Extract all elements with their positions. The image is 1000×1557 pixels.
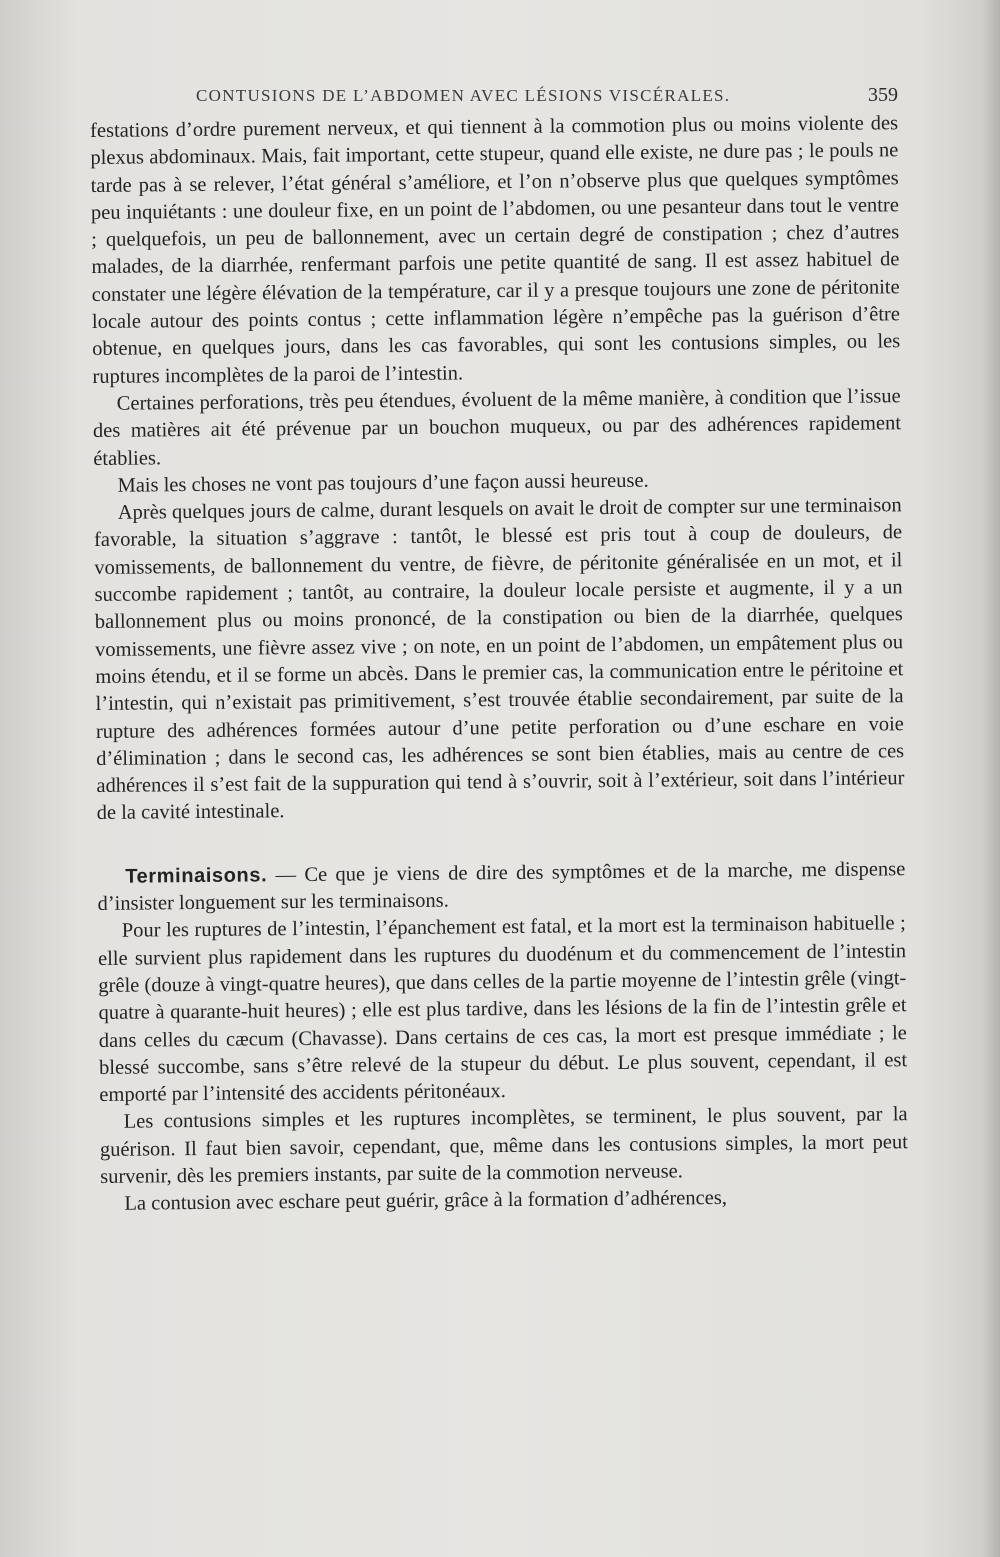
paragraph: Pour les ruptures de l’intestin, l’épanchement est fatal, et la mort est la terminaison habituelle ; elle survient plus rapidement dans les ruptures du duodénum et du commencement de l’intestin grêle (douze à vingt-quatre heures), que dans celles de la partie moyenne de l’intestin grêle (vingt-quatre à quarante-huit heures) ; elle est plus tardive, dans les lésions de la fin de l’intestin grêle et dans celles du cæcum (Chavasse). Dans certains de ces cas, la mort est presque immédiate ; le blessé succombe, sans s’être relevé de la stupeur du début. Le plus souvent, cependant, il est emporté par l’intensité des accidents péritonéaux. [97, 912, 908, 1107]
running-title: CONTUSIONS DE L’ABDOMEN AVEC LÉSIONS VISCÉRALES. [196, 86, 731, 105]
scan-edge-shadow [982, 0, 1000, 1557]
page-number: 359 [868, 84, 898, 106]
page-header [110, 84, 898, 114]
paragraph: Après quelques jours de calme, durant lesquels on avait le droit de compter sur une terminaison favorable, la situation s’aggrave : tantôt, le blessé est pris tout à coup de douleurs, de vomissements, de ballonnement du ventre, de fièvre, de péritonite généralisée en un mot, et il succombe rapidement ; tantôt, au contraire, la douleur locale persiste et augmente, il y a un ballonnement plus ou moins prononcé, de la constipation ou bien de la diarrhée, quelques vomissements, une fièvre assez vive ; on note, en un point de l’abdomen, un empâtement plus ou moins étendu, et il se forme un abcès. Dans le premier cas, la communication entre le péritoine et l’intestin, qui n’existait pas primitivement, s’est trouvée établie secondairement, par suite de la rupture des adhérences formées autour d’une petite perforation ou d’une eschare en voie d’élimination ; dans le second cas, les adhérences se sont bien établies, mais au centre de ces adhérences il s’est fait de la suppuration qui tend à s’ouvrir, soit à l’extérieur, soit dans l’intérieur de la cavité intestinale. [93, 494, 905, 825]
paragraph: Certaines perforations, très peu étendues, évoluent de la même manière, à condition que l’issue des matières ait été prévenue par un bouchon muqueux, ou par des adhérences rapidement établies. [92, 385, 902, 470]
section-intro-text: — Ce que je viens de dire des symptômes et de la marche, me dispense d’insister longuement sur les terminaisons. [97, 857, 906, 915]
section-title: Terminaisons. [125, 864, 268, 888]
paragraph: Les contusions simples et les ruptures incomplètes, se terminent, le plus souvent, par la guérison. Il faut bien savoir, cependant, que, même dans les contusions simples, la mort peut survenir, dès les premiers instants, par suite de la commotion nerveuse. [99, 1103, 908, 1188]
paragraph: festations d’ordre purement nerveux, et qui tiennent à la commotion plus ou moins violente des plexus abdominaux. Mais, fait important, cette stupeur, quand elle existe, ne dure pas ; le pouls ne tarde pas à se relever, l’état général s’améliore, et l’on n’observe plus que quelques symptômes peu inquiétants : une douleur fixe, en un point de l’abdomen, ou une pesanteur dans tout le ventre ; quelquefois, un peu de ballonnement, avec un certain degré de constipation ; chez d’autres malades, de la diarrhée, renfermant parfois une petite quantité de sang. Il est assez habituel de constater une légère élévation de la température, car il y a presque toujours une zone de péritonite locale autour des points contus ; cette inflammation légère n’empêche pas la guérison d’être obtenue, en quelques jours, dans les cas favorables, qui sont les contusions simples, ou les ruptures incomplètes de la paroi de l’intestin. [90, 112, 901, 388]
paragraph: La contusion avec eschare peut guérir, grâce à la formation d’adhérences, [124, 1187, 728, 1216]
section-intro-paragraph [97, 856, 905, 918]
paragraph: Mais les choses ne vont pas toujours d’une façon aussi heureuse. [117, 469, 649, 497]
body-text [90, 110, 909, 1218]
